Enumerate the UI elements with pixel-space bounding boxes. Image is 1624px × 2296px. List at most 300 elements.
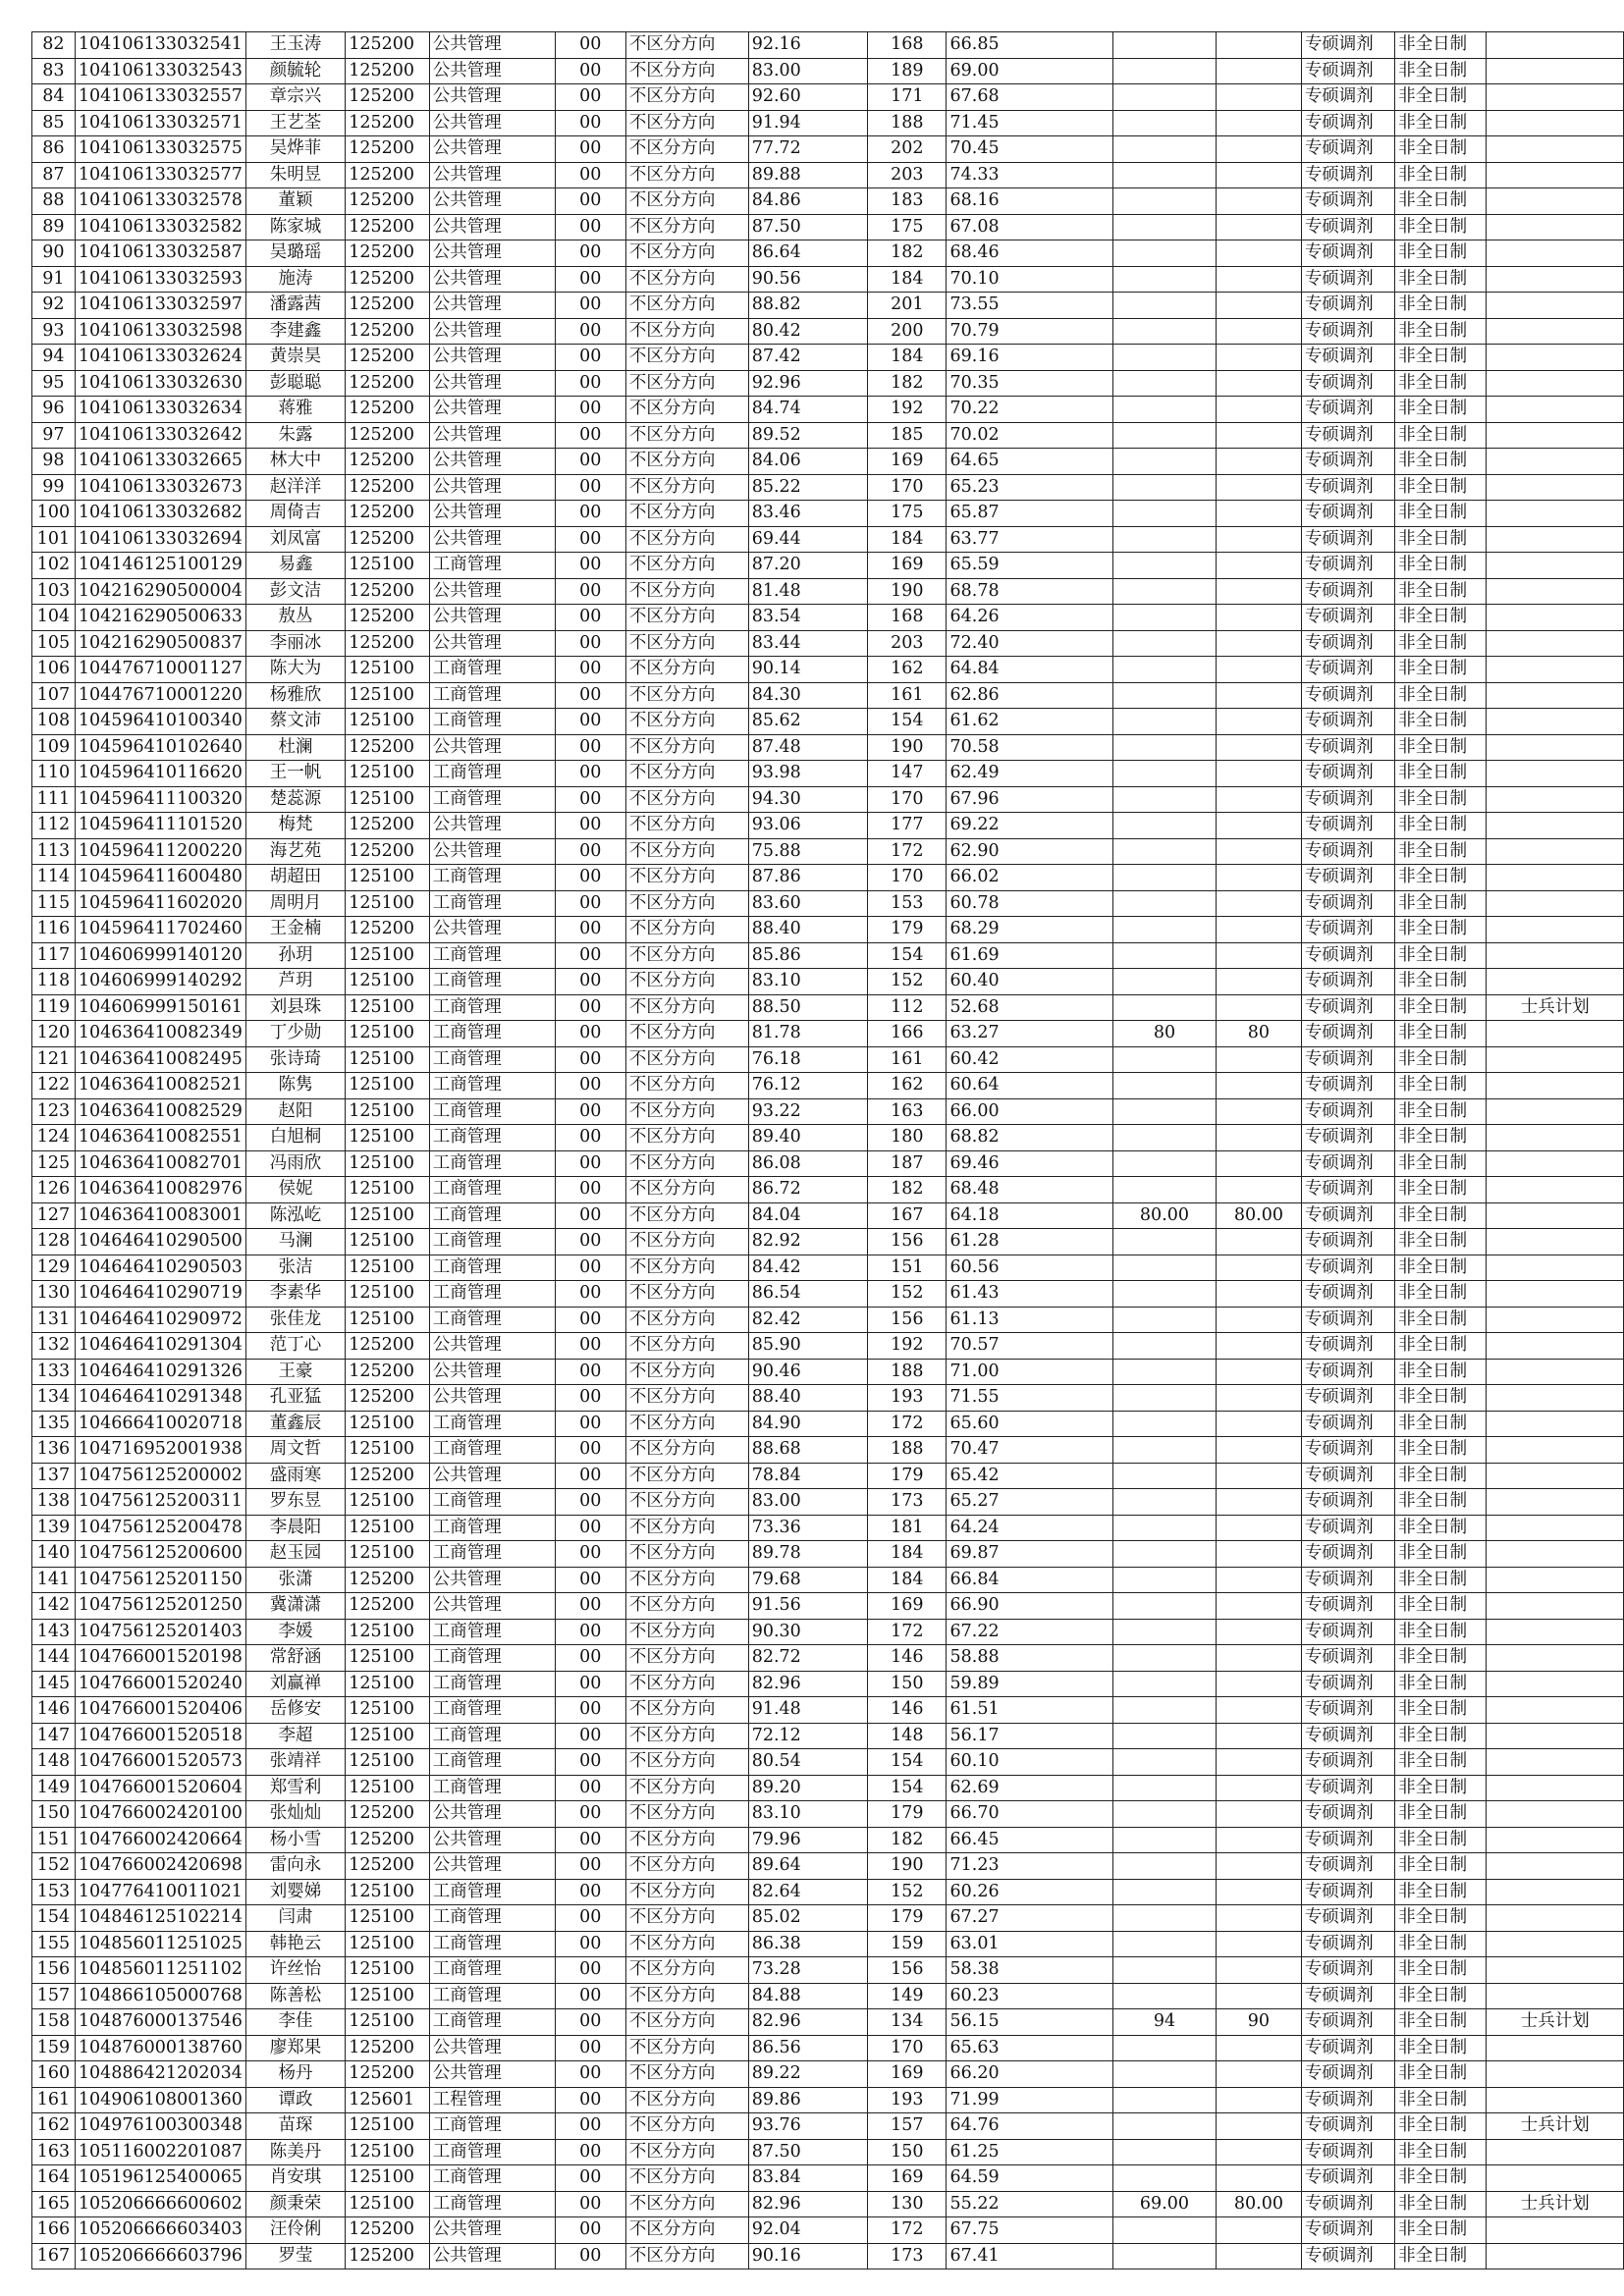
major-name-cell: 工商管理: [429, 553, 555, 579]
candidate-name-cell: 吴璐瑶: [245, 240, 345, 267]
special-plan-cell: [1487, 1671, 1624, 1697]
major-name-cell: 公共管理: [429, 2243, 555, 2269]
prelim-score-cell: 87.20: [748, 553, 867, 579]
special-plan-cell: [1487, 1853, 1624, 1880]
direction-code-cell: 00: [555, 1931, 625, 1957]
extra-score-2-cell: 80.00: [1217, 2191, 1302, 2217]
candidate-id-cell: 104596411702460: [75, 917, 245, 943]
admission-type-cell: 专硕调剂: [1301, 110, 1394, 136]
study-mode-cell: 非全日制: [1395, 370, 1487, 397]
study-mode-cell: 非全日制: [1395, 1775, 1487, 1801]
retest-score-cell: 150: [868, 1671, 947, 1697]
major-code-cell: 125100: [346, 1879, 430, 1905]
study-mode-cell: 非全日制: [1395, 734, 1487, 761]
special-plan-cell: [1487, 865, 1624, 891]
study-mode-cell: 非全日制: [1395, 1749, 1487, 1776]
extra-score-2-cell: [1217, 682, 1302, 709]
study-mode-cell: 非全日制: [1395, 58, 1487, 84]
extra-score-1-cell: [1112, 474, 1216, 501]
total-score-cell: 64.59: [947, 2165, 1112, 2192]
direction-name-cell: 不区分方向: [625, 136, 748, 163]
admission-type-cell: 专硕调剂: [1301, 1983, 1394, 2009]
prelim-score-cell: 89.86: [748, 2087, 867, 2113]
study-mode-cell: 非全日制: [1395, 84, 1487, 111]
candidate-id-cell: 104756125200002: [75, 1463, 245, 1489]
candidate-name-cell: 梅梵: [245, 813, 345, 839]
major-name-cell: 公共管理: [429, 1385, 555, 1412]
major-code-cell: 125100: [346, 994, 430, 1021]
row-number-cell: 142: [32, 1593, 76, 1620]
row-number-cell: 153: [32, 1879, 76, 1905]
total-score-cell: 64.26: [947, 605, 1112, 631]
extra-score-2-cell: [1217, 1775, 1302, 1801]
study-mode-cell: 非全日制: [1395, 449, 1487, 475]
prelim-score-cell: 86.54: [748, 1281, 867, 1308]
candidate-name-cell: 李建鑫: [245, 318, 345, 345]
major-code-cell: 125200: [346, 422, 430, 449]
direction-code-cell: 00: [555, 1229, 625, 1255]
prelim-score-cell: 82.96: [748, 2009, 867, 2036]
prelim-score-cell: 84.30: [748, 682, 867, 709]
major-code-cell: 125200: [346, 917, 430, 943]
direction-code-cell: 00: [555, 397, 625, 423]
direction-name-cell: 不区分方向: [625, 1255, 748, 1281]
direction-name-cell: 不区分方向: [625, 1021, 748, 1047]
admission-type-cell: 专硕调剂: [1301, 890, 1394, 917]
direction-code-cell: 00: [555, 1593, 625, 1620]
admission-type-cell: 专硕调剂: [1301, 2061, 1394, 2088]
candidate-name-cell: 张佳龙: [245, 1307, 345, 1333]
study-mode-cell: 非全日制: [1395, 1098, 1487, 1125]
total-score-cell: 56.15: [947, 2009, 1112, 2036]
major-code-cell: 125200: [346, 240, 430, 267]
total-score-cell: 64.65: [947, 449, 1112, 475]
direction-name-cell: 不区分方向: [625, 2191, 748, 2217]
major-name-cell: 公共管理: [429, 1463, 555, 1489]
retest-score-cell: 156: [868, 1229, 947, 1255]
row-number-cell: 161: [32, 2087, 76, 2113]
extra-score-1-cell: [1112, 2243, 1216, 2269]
prelim-score-cell: 89.78: [748, 1541, 867, 1568]
special-plan-cell: [1487, 682, 1624, 709]
direction-code-cell: 00: [555, 1021, 625, 1047]
study-mode-cell: 非全日制: [1395, 605, 1487, 631]
direction-name-cell: 不区分方向: [625, 553, 748, 579]
row-number-cell: 140: [32, 1541, 76, 1568]
row-number-cell: 145: [32, 1671, 76, 1697]
table-row: [32, 1931, 1624, 1957]
direction-name-cell: 不区分方向: [625, 1515, 748, 1541]
table-row: [32, 786, 1624, 813]
candidate-id-cell: 104106133032577: [75, 162, 245, 188]
retest-score-cell: 192: [868, 1333, 947, 1360]
retest-score-cell: 134: [868, 2009, 947, 2036]
table-row: [32, 969, 1624, 995]
prelim-score-cell: 84.04: [748, 1202, 867, 1229]
candidate-name-cell: 闫肃: [245, 1905, 345, 1932]
special-plan-cell: [1487, 345, 1624, 371]
direction-name-cell: 不区分方向: [625, 1801, 748, 1828]
major-code-cell: 125100: [346, 1619, 430, 1645]
direction-name-cell: 不区分方向: [625, 605, 748, 631]
admission-type-cell: 专硕调剂: [1301, 1046, 1394, 1073]
row-number-cell: 165: [32, 2191, 76, 2217]
admission-type-cell: 专硕调剂: [1301, 1593, 1394, 1620]
special-plan-cell: [1487, 1723, 1624, 1749]
major-name-cell: 工商管理: [429, 2113, 555, 2140]
candidate-id-cell: 104886421202034: [75, 2061, 245, 2088]
direction-code-cell: 00: [555, 240, 625, 267]
table-row: [32, 917, 1624, 943]
candidate-name-cell: 罗东昱: [245, 1489, 345, 1516]
special-plan-cell: [1487, 1489, 1624, 1516]
row-number-cell: 101: [32, 526, 76, 553]
candidate-id-cell: 104106133032597: [75, 293, 245, 319]
prelim-score-cell: 87.86: [748, 865, 867, 891]
major-code-cell: 125100: [346, 1515, 430, 1541]
admission-type-cell: 专硕调剂: [1301, 2035, 1394, 2061]
special-plan-cell: [1487, 1931, 1624, 1957]
extra-score-2-cell: [1217, 1255, 1302, 1281]
table-row: [32, 136, 1624, 163]
major-name-cell: 工商管理: [429, 1515, 555, 1541]
direction-code-cell: 00: [555, 1957, 625, 1984]
retest-score-cell: 154: [868, 942, 947, 969]
direction-name-cell: 不区分方向: [625, 474, 748, 501]
prelim-score-cell: 82.96: [748, 2191, 867, 2217]
row-number-cell: 103: [32, 578, 76, 605]
candidate-name-cell: 马澜: [245, 1229, 345, 1255]
row-number-cell: 84: [32, 84, 76, 111]
extra-score-2-cell: 90: [1217, 2009, 1302, 2036]
direction-code-cell: 00: [555, 1541, 625, 1568]
extra-score-1-cell: [1112, 1281, 1216, 1308]
extra-score-2-cell: [1217, 58, 1302, 84]
direction-name-cell: 不区分方向: [625, 890, 748, 917]
total-score-cell: 69.16: [947, 345, 1112, 371]
total-score-cell: 61.69: [947, 942, 1112, 969]
special-plan-cell: [1487, 58, 1624, 84]
direction-code-cell: 00: [555, 813, 625, 839]
major-name-cell: 公共管理: [429, 240, 555, 267]
row-number-cell: 162: [32, 2113, 76, 2140]
extra-score-1-cell: [1112, 709, 1216, 735]
major-name-cell: 工商管理: [429, 1905, 555, 1932]
table-row: [32, 813, 1624, 839]
retest-score-cell: 203: [868, 162, 947, 188]
major-name-cell: 工程管理: [429, 2087, 555, 2113]
special-plan-cell: [1487, 1046, 1624, 1073]
candidate-id-cell: 104636410082495: [75, 1046, 245, 1073]
retest-score-cell: 169: [868, 2165, 947, 2192]
direction-code-cell: 00: [555, 1697, 625, 1724]
prelim-score-cell: 86.56: [748, 2035, 867, 2061]
retest-score-cell: 189: [868, 58, 947, 84]
row-number-cell: 104: [32, 605, 76, 631]
extra-score-1-cell: [1112, 1229, 1216, 1255]
extra-score-1-cell: [1112, 1437, 1216, 1464]
table-row: [32, 32, 1624, 59]
candidate-id-cell: 104106133032642: [75, 422, 245, 449]
candidate-name-cell: 林大中: [245, 449, 345, 475]
candidate-id-cell: 104636410082349: [75, 1021, 245, 1047]
direction-code-cell: 00: [555, 630, 625, 657]
extra-score-2-cell: [1217, 2165, 1302, 2192]
admission-type-cell: 专硕调剂: [1301, 1957, 1394, 1984]
prelim-score-cell: 94.30: [748, 786, 867, 813]
admission-type-cell: 专硕调剂: [1301, 1567, 1394, 1593]
major-name-cell: 工商管理: [429, 969, 555, 995]
extra-score-1-cell: [1112, 1333, 1216, 1360]
extra-score-2-cell: [1217, 1385, 1302, 1412]
special-plan-cell: [1487, 240, 1624, 267]
candidate-name-cell: 汪伶俐: [245, 2217, 345, 2244]
major-name-cell: 工商管理: [429, 2009, 555, 2036]
candidate-id-cell: 104106133032557: [75, 84, 245, 111]
major-name-cell: 公共管理: [429, 214, 555, 240]
retest-score-cell: 163: [868, 1098, 947, 1125]
table-row: [32, 474, 1624, 501]
extra-score-2-cell: [1217, 578, 1302, 605]
row-number-cell: 92: [32, 293, 76, 319]
admission-type-cell: 专硕调剂: [1301, 1177, 1394, 1203]
table-row: [32, 397, 1624, 423]
major-code-cell: 125200: [346, 1359, 430, 1385]
extra-score-1-cell: [1112, 1619, 1216, 1645]
candidate-name-cell: 刘婴娣: [245, 1879, 345, 1905]
row-number-cell: 120: [32, 1021, 76, 1047]
table-row: [32, 1385, 1624, 1412]
retest-score-cell: 192: [868, 397, 947, 423]
table-row: [32, 2061, 1624, 2088]
direction-code-cell: 00: [555, 1202, 625, 1229]
special-plan-cell: [1487, 1541, 1624, 1568]
admission-type-cell: 专硕调剂: [1301, 1853, 1394, 1880]
extra-score-1-cell: [1112, 370, 1216, 397]
total-score-cell: 64.76: [947, 2113, 1112, 2140]
retest-score-cell: 175: [868, 214, 947, 240]
special-plan-cell: [1487, 188, 1624, 215]
extra-score-2-cell: [1217, 865, 1302, 891]
row-number-cell: 83: [32, 58, 76, 84]
candidate-name-cell: 廖郑果: [245, 2035, 345, 2061]
study-mode-cell: 非全日制: [1395, 318, 1487, 345]
candidate-name-cell: 周倚吉: [245, 501, 345, 527]
prelim-score-cell: 84.88: [748, 1983, 867, 2009]
retest-score-cell: 162: [868, 657, 947, 683]
candidate-id-cell: 104646410290503: [75, 1255, 245, 1281]
candidate-id-cell: 104596411600480: [75, 865, 245, 891]
extra-score-1-cell: [1112, 240, 1216, 267]
extra-score-2-cell: [1217, 1983, 1302, 2009]
table-row: [32, 1619, 1624, 1645]
retest-score-cell: 203: [868, 630, 947, 657]
row-number-cell: 150: [32, 1801, 76, 1828]
candidate-id-cell: 104106133032673: [75, 474, 245, 501]
prelim-score-cell: 93.22: [748, 1098, 867, 1125]
study-mode-cell: 非全日制: [1395, 1697, 1487, 1724]
extra-score-1-cell: [1112, 1541, 1216, 1568]
study-mode-cell: 非全日制: [1395, 1437, 1487, 1464]
extra-score-2-cell: [1217, 761, 1302, 787]
extra-score-2-cell: [1217, 994, 1302, 1021]
table-row: [32, 578, 1624, 605]
direction-name-cell: 不区分方向: [625, 214, 748, 240]
prelim-score-cell: 90.14: [748, 657, 867, 683]
admission-type-cell: 专硕调剂: [1301, 32, 1394, 59]
study-mode-cell: 非全日制: [1395, 657, 1487, 683]
candidate-name-cell: 李素华: [245, 1281, 345, 1308]
extra-score-2-cell: [1217, 397, 1302, 423]
total-score-cell: 62.90: [947, 838, 1112, 865]
row-number-cell: 116: [32, 917, 76, 943]
major-code-cell: 125200: [346, 1333, 430, 1360]
direction-code-cell: 00: [555, 370, 625, 397]
prelim-score-cell: 85.86: [748, 942, 867, 969]
direction-code-cell: 00: [555, 1983, 625, 2009]
major-name-cell: 公共管理: [429, 370, 555, 397]
major-code-cell: 125100: [346, 1749, 430, 1776]
direction-name-cell: 不区分方向: [625, 838, 748, 865]
admission-type-cell: 专硕调剂: [1301, 240, 1394, 267]
total-score-cell: 63.01: [947, 1931, 1112, 1957]
special-plan-cell: [1487, 917, 1624, 943]
extra-score-1-cell: [1112, 1957, 1216, 1984]
admission-type-cell: 专硕调剂: [1301, 1827, 1394, 1853]
study-mode-cell: 非全日制: [1395, 136, 1487, 163]
direction-code-cell: 00: [555, 162, 625, 188]
candidate-name-cell: 颜秉荣: [245, 2191, 345, 2217]
major-code-cell: 125200: [346, 345, 430, 371]
prelim-score-cell: 89.88: [748, 162, 867, 188]
major-name-cell: 工商管理: [429, 1489, 555, 1516]
direction-name-cell: 不区分方向: [625, 1957, 748, 1984]
candidate-id-cell: 104106133032634: [75, 397, 245, 423]
special-plan-cell: [1487, 162, 1624, 188]
special-plan-cell: [1487, 318, 1624, 345]
retest-score-cell: 193: [868, 1385, 947, 1412]
admission-type-cell: 专硕调剂: [1301, 2009, 1394, 2036]
extra-score-2-cell: [1217, 1853, 1302, 1880]
study-mode-cell: 非全日制: [1395, 1125, 1487, 1151]
admission-type-cell: 专硕调剂: [1301, 266, 1394, 293]
direction-name-cell: 不区分方向: [625, 2009, 748, 2036]
admission-type-cell: 专硕调剂: [1301, 1359, 1394, 1385]
special-plan-cell: [1487, 1619, 1624, 1645]
total-score-cell: 61.13: [947, 1307, 1112, 1333]
prelim-score-cell: 84.86: [748, 188, 867, 215]
table-row: [32, 682, 1624, 709]
retest-score-cell: 172: [868, 1411, 947, 1437]
candidate-name-cell: 雷向永: [245, 1853, 345, 1880]
table-row: [32, 1697, 1624, 1724]
major-name-cell: 公共管理: [429, 838, 555, 865]
row-number-cell: 107: [32, 682, 76, 709]
total-score-cell: 52.68: [947, 994, 1112, 1021]
extra-score-1-cell: [1112, 917, 1216, 943]
retest-score-cell: 152: [868, 969, 947, 995]
extra-score-2-cell: [1217, 2035, 1302, 2061]
row-number-cell: 87: [32, 162, 76, 188]
major-name-cell: 工商管理: [429, 1983, 555, 2009]
major-code-cell: 125100: [346, 1983, 430, 2009]
study-mode-cell: 非全日制: [1395, 682, 1487, 709]
table-row: [32, 1333, 1624, 1360]
extra-score-2-cell: [1217, 110, 1302, 136]
major-code-cell: 125100: [346, 942, 430, 969]
retest-score-cell: 152: [868, 1281, 947, 1308]
study-mode-cell: 非全日制: [1395, 1515, 1487, 1541]
direction-name-cell: 不区分方向: [625, 1749, 748, 1776]
major-code-cell: 125200: [346, 578, 430, 605]
candidate-name-cell: 陈泓屹: [245, 1202, 345, 1229]
row-number-cell: 166: [32, 2217, 76, 2244]
major-code-cell: 125100: [346, 1905, 430, 1932]
direction-code-cell: 00: [555, 32, 625, 59]
retest-score-cell: 171: [868, 84, 947, 111]
candidate-id-cell: 104106133032682: [75, 501, 245, 527]
major-name-cell: 工商管理: [429, 1177, 555, 1203]
major-name-cell: 公共管理: [429, 526, 555, 553]
candidate-id-cell: 104596411200220: [75, 838, 245, 865]
row-number-cell: 128: [32, 1229, 76, 1255]
study-mode-cell: 非全日制: [1395, 630, 1487, 657]
direction-code-cell: 00: [555, 188, 625, 215]
total-score-cell: 71.45: [947, 110, 1112, 136]
row-number-cell: 126: [32, 1177, 76, 1203]
candidate-id-cell: 104846125102214: [75, 1905, 245, 1932]
candidate-name-cell: 杨小雪: [245, 1827, 345, 1853]
total-score-cell: 68.46: [947, 240, 1112, 267]
row-number-cell: 123: [32, 1098, 76, 1125]
study-mode-cell: 非全日制: [1395, 1463, 1487, 1489]
candidate-name-cell: 朱明昱: [245, 162, 345, 188]
extra-score-2-cell: [1217, 526, 1302, 553]
extra-score-1-cell: 80.00: [1112, 1202, 1216, 1229]
candidate-id-cell: 104106133032624: [75, 345, 245, 371]
total-score-cell: 70.22: [947, 397, 1112, 423]
prelim-score-cell: 84.90: [748, 1411, 867, 1437]
candidate-id-cell: 104646410290972: [75, 1307, 245, 1333]
candidate-id-cell: 104766001520573: [75, 1749, 245, 1776]
candidate-name-cell: 孙玥: [245, 942, 345, 969]
extra-score-1-cell: [1112, 1411, 1216, 1437]
direction-code-cell: 00: [555, 1775, 625, 1801]
extra-score-1-cell: [1112, 1073, 1216, 1099]
table-row: [32, 994, 1624, 1021]
extra-score-2-cell: [1217, 813, 1302, 839]
extra-score-2-cell: [1217, 1541, 1302, 1568]
candidate-id-cell: 104596411100320: [75, 786, 245, 813]
prelim-score-cell: 77.72: [748, 136, 867, 163]
candidate-id-cell: 104106133032541: [75, 32, 245, 59]
major-name-cell: 公共管理: [429, 1801, 555, 1828]
direction-code-cell: 00: [555, 2035, 625, 2061]
major-code-cell: 125100: [346, 1437, 430, 1464]
major-name-cell: 工商管理: [429, 657, 555, 683]
candidate-id-cell: 104646410291304: [75, 1333, 245, 1360]
direction-name-cell: 不区分方向: [625, 1150, 748, 1177]
direction-name-cell: 不区分方向: [625, 501, 748, 527]
direction-code-cell: 00: [555, 1905, 625, 1932]
table-row: [32, 1567, 1624, 1593]
direction-name-cell: 不区分方向: [625, 2139, 748, 2165]
major-name-cell: 工商管理: [429, 1411, 555, 1437]
extra-score-1-cell: [1112, 84, 1216, 111]
extra-score-1-cell: [1112, 813, 1216, 839]
retest-score-cell: 188: [868, 1437, 947, 1464]
direction-name-cell: 不区分方向: [625, 1177, 748, 1203]
